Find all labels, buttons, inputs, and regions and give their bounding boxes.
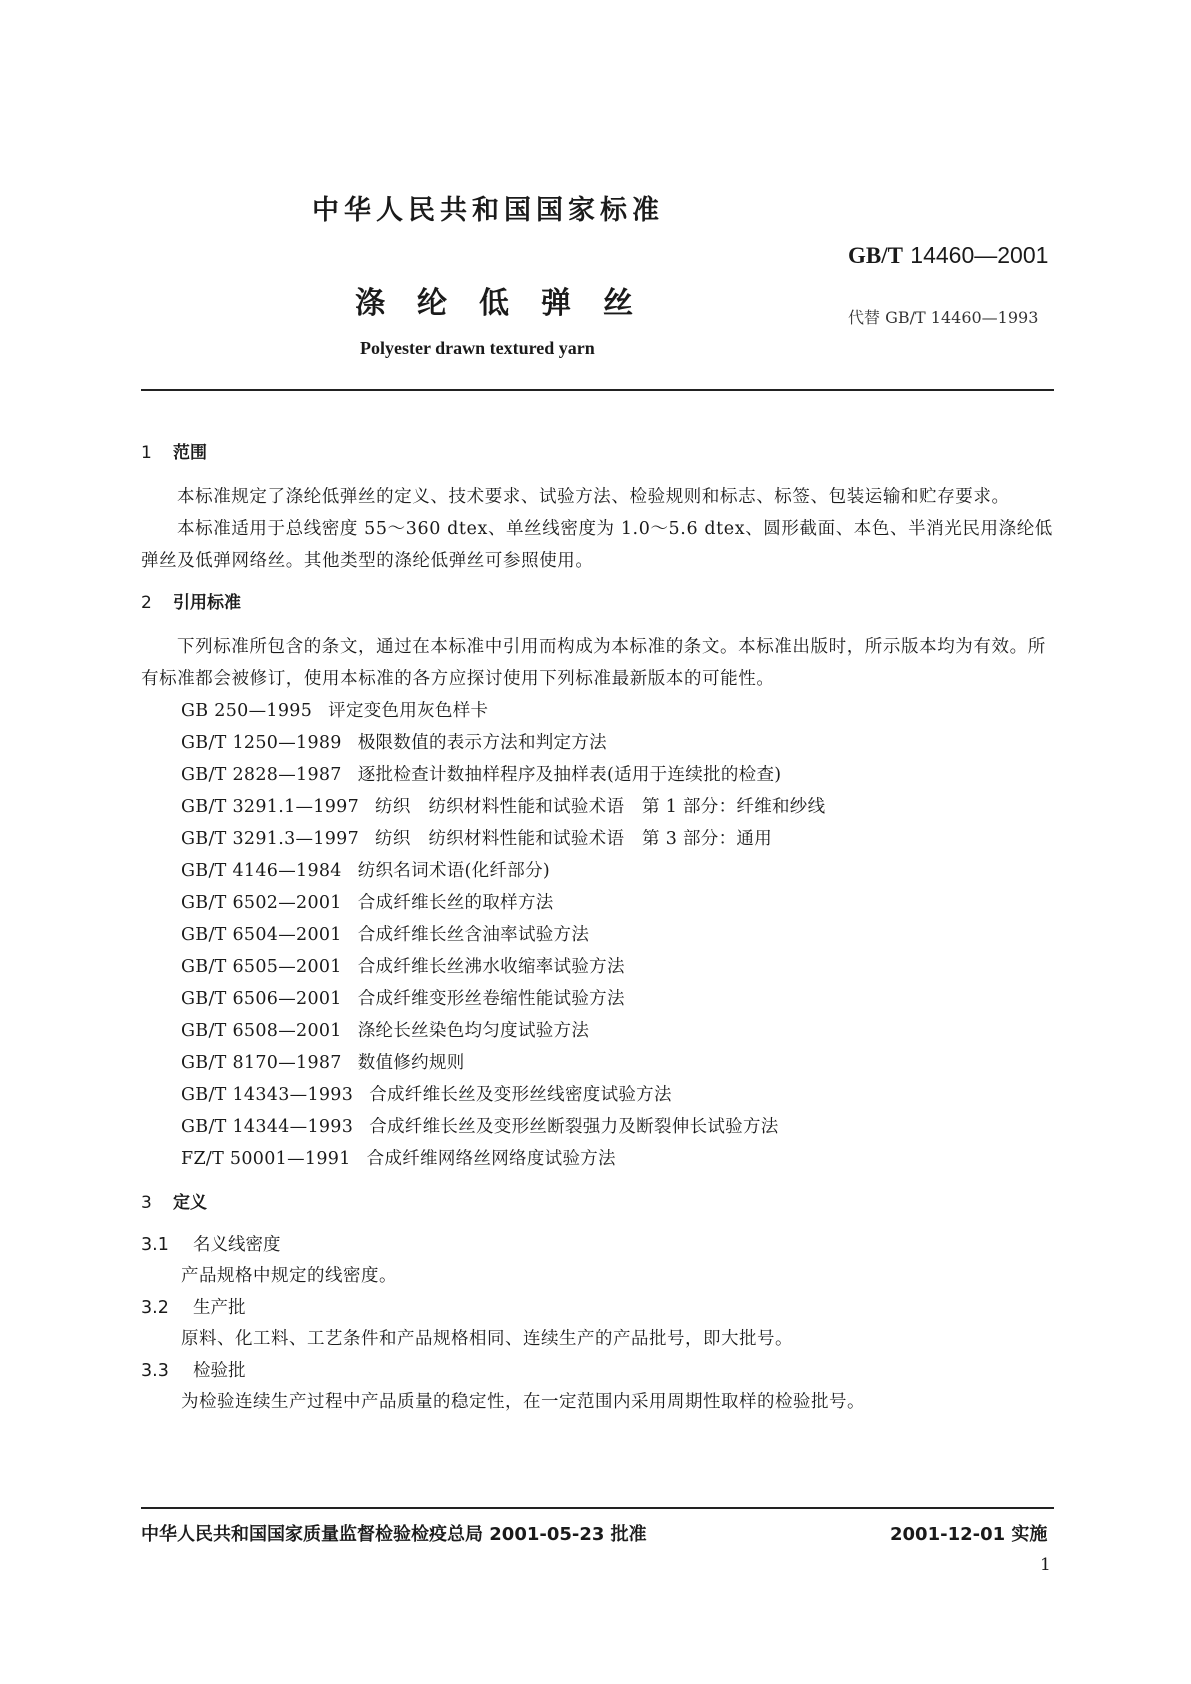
reference-item (181, 1143, 1061, 1175)
reference-name: 数值修约规则 (357, 1053, 465, 1073)
reference-name: 合成纤维长丝及变形丝断裂强力及断裂伸长试验方法 (369, 1117, 779, 1137)
section-1-paragraph-1: 本标准规定了涤纶低弹丝的定义、技术要求、试验方法、检验规则和标志、标签、包装运输和贮存要求。 (177, 487, 1010, 507)
reference-item (181, 919, 1061, 951)
reference-code: GB/T 6502—2001 (181, 893, 342, 913)
reference-code: GB/T 6506—2001 (181, 989, 342, 1009)
section-1-paragraph-2: 本标准适用于总线密度 55～360 dtex、单丝线密度为 1.0～5.6 dtex、圆形截面、本色、半消光民用涤纶低弹丝及低弹网络丝。其他类型的涤纶低弹丝可参照使用。 (141, 519, 1053, 571)
definition-term-text: 名义线密度 (193, 1235, 281, 1255)
reference-item (181, 887, 1061, 919)
document-title-cn: 涤纶低弹丝 (355, 286, 665, 321)
section-2-heading (141, 587, 1061, 619)
reference-item (181, 1079, 1061, 1111)
reference-item (181, 727, 1061, 759)
reference-item (181, 951, 1061, 983)
standard-code: 14460—2001 (910, 242, 1049, 268)
section-1-heading (141, 437, 1061, 469)
definitions-list (141, 1229, 1061, 1418)
section-title: 引用标准 (173, 593, 241, 613)
reference-code: GB/T 14344—1993 (181, 1117, 354, 1137)
section-number: 3 (141, 1193, 152, 1213)
replaces-note: 代替 GB/T 14460—1993 (848, 308, 1039, 327)
reference-name: 纺织 纺织材料性能和试验术语 第 1 部分：纤维和纱线 (375, 797, 826, 817)
standard-number (848, 242, 1048, 269)
approval-statement: 中华人民共和国国家质量监督检验检疫总局 2001-05-23 批准 (141, 1524, 647, 1545)
document-title-en: Polyester drawn textured yarn (360, 338, 595, 358)
definition-number: 3.1 (141, 1235, 169, 1255)
section-2-intro: 下列标准所包含的条文，通过在本标准中引用而构成为本标准的条文。本标准出版时，所示版本均为有效。所有标准都会被修订，使用本标准的各方应探讨使用下列标准最新版本的可能性。 (141, 637, 1046, 689)
footer-divider (141, 1507, 1054, 1509)
definition-number: 3.2 (141, 1298, 169, 1318)
header-divider (141, 389, 1054, 391)
reference-code: FZ/T 50001—1991 (181, 1149, 351, 1169)
reference-code: GB 250—1995 (181, 701, 313, 721)
reference-item (181, 759, 1061, 791)
reference-name: 逐批检查计数抽样程序及抽样表(适用于连续批的检查) (357, 765, 782, 785)
reference-item (181, 1111, 1061, 1143)
effective-date: 2001-12-01 实施 (890, 1524, 1048, 1545)
reference-code: GB/T 4146—1984 (181, 861, 342, 881)
reference-item (181, 823, 1061, 855)
reference-item (181, 1047, 1061, 1079)
reference-name: 涤纶长丝染色均匀度试验方法 (357, 1021, 590, 1041)
reference-item (181, 1015, 1061, 1047)
reference-name: 合成纤维长丝含油率试验方法 (357, 925, 590, 945)
reference-item (181, 855, 1061, 887)
reference-code: GB/T 1250—1989 (181, 733, 342, 753)
section-title: 定义 (173, 1193, 207, 1213)
definition-term-text: 生产批 (193, 1298, 246, 1318)
reference-code: GB/T 8170—1987 (181, 1053, 342, 1073)
definition-text: 产品规格中规定的线密度。 (181, 1266, 397, 1286)
document-body (141, 437, 1061, 1418)
reference-name: 合成纤维长丝及变形丝线密度试验方法 (369, 1085, 672, 1105)
definition-text: 原料、化工料、工艺条件和产品规格相同、连续生产的产品批号，即大批号。 (181, 1329, 793, 1349)
reference-code: GB/T 14343—1993 (181, 1085, 354, 1105)
definition-term-text: 检验批 (193, 1361, 246, 1381)
normative-references-list (141, 695, 1061, 1175)
definition-text: 为检验连续生产过程中产品质量的稳定性，在一定范围内采用周期性取样的检验批号。 (181, 1392, 865, 1412)
reference-name: 纺织 纺织材料性能和试验术语 第 3 部分：通用 (375, 829, 773, 849)
section-3-heading (141, 1187, 1061, 1219)
reference-code: GB/T 6504—2001 (181, 925, 342, 945)
reference-name: 极限数值的表示方法和判定方法 (357, 733, 607, 753)
reference-name: 合成纤维变形丝卷缩性能试验方法 (357, 989, 625, 1009)
reference-name: 合成纤维网络丝网络度试验方法 (366, 1149, 616, 1169)
page-number: 1 (1040, 1555, 1051, 1575)
section-number: 2 (141, 593, 152, 613)
reference-code: GB/T 6505—2001 (181, 957, 342, 977)
reference-code: GB/T 6508—2001 (181, 1021, 342, 1041)
reference-item (181, 695, 1061, 727)
section-title: 范围 (173, 443, 207, 463)
reference-name: 合成纤维长丝沸水收缩率试验方法 (357, 957, 625, 977)
definition-number: 3.3 (141, 1361, 169, 1381)
reference-name: 纺织名词术语(化纤部分) (357, 861, 551, 881)
definition-term (141, 1292, 1061, 1324)
reference-item (181, 983, 1061, 1015)
reference-name: 评定变色用灰色样卡 (328, 701, 489, 721)
national-standard-heading: 中华人民共和国国家标准 (312, 195, 664, 226)
reference-code: GB/T 3291.1—1997 (181, 797, 360, 817)
reference-name: 合成纤维长丝的取样方法 (357, 893, 554, 913)
reference-item (181, 791, 1061, 823)
reference-code: GB/T 3291.3—1997 (181, 829, 360, 849)
definition-term (141, 1229, 1061, 1261)
reference-code: GB/T 2828—1987 (181, 765, 342, 785)
definition-term (141, 1355, 1061, 1387)
standard-prefix: GB/T (848, 243, 903, 268)
section-number: 1 (141, 443, 152, 463)
